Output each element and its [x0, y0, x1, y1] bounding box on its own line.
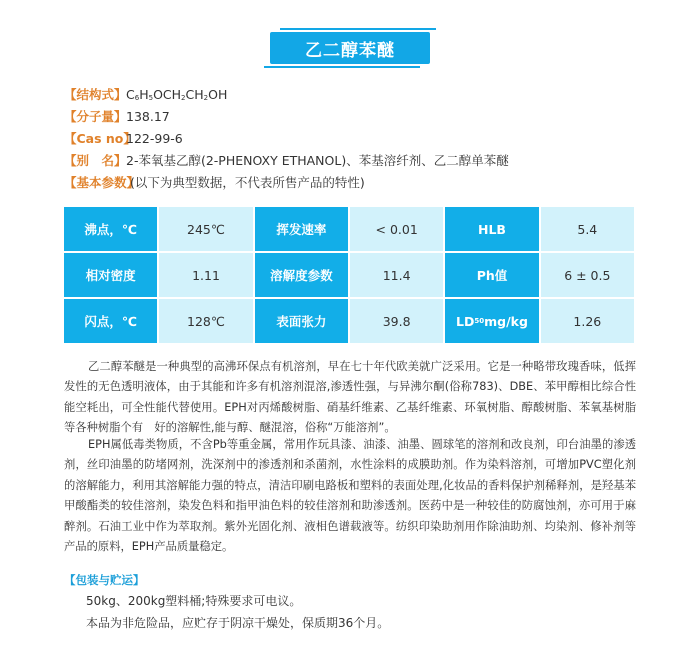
param-label-density: 相对密度 [64, 253, 157, 297]
structure-formula: $C_6H_5OCH_2CH_2OH$ [126, 87, 228, 102]
property-alias [64, 150, 664, 172]
property-label: 【别 名】 [64, 153, 127, 168]
param-label-surface-tension: 表面张力 [255, 299, 348, 343]
param-label-hlb: HLB [445, 207, 538, 251]
param-label-ld50: LD 50 mg/kg [445, 299, 538, 343]
properties-list [64, 84, 664, 194]
property-value: 122-99-6 [126, 131, 183, 146]
property-basic-params [64, 172, 664, 194]
param-value-ld50: 1.26 [541, 299, 634, 343]
param-label-solubility: 溶解度参数 [255, 253, 348, 297]
packaging-line-1: 50kg、200kg塑料桶;特殊要求可电议。 [86, 594, 302, 608]
param-label-ph: Ph值 [445, 253, 538, 297]
property-label: 【Cas no】 [64, 131, 136, 146]
property-label: 【结构式】 [64, 87, 127, 102]
param-value-ph: 6 ± 0.5 [541, 253, 634, 297]
title-decor-line-top [280, 28, 436, 30]
param-value-evaporation-rate: < 0.01 [350, 207, 443, 251]
title-decor-line-bottom [264, 66, 420, 68]
packaging-line-2: 本品为非危险品，应贮存于阴凉干燥处，保质期36个月。 [86, 616, 390, 630]
page-title: 乙二醇苯醚 [270, 32, 430, 64]
property-molecular-weight [64, 106, 664, 128]
param-value-boiling-point: 245℃ [159, 207, 252, 251]
param-value-surface-tension: 39.8 [350, 299, 443, 343]
description-paragraph-1: 乙二醇苯醚是一种典型的高沸环保点有机溶剂，早在七十年代欧美就广泛采用。它是一种略带玫瑰香味，低挥发性的无色透明液体，由于其能和许多有机溶剂混溶,渗透性强，与异沸尔酮(俗称783)、DBE、苯甲醇相比综合性能空耗出，可全性能代替使用。EPH对丙烯酸树脂、硝基纤维素、乙基纤维素、环氧树脂、醇酸树脂、苯氧基树脂等各种树脂个有 好的溶解性,能与醇、醚混溶，俗称“万能溶剂”。 [64, 360, 636, 435]
property-value: 2-苯氧基乙醇(2-PHENOXY ETHANOL)、苯基溶纤剂、乙二醇单苯醚 [126, 153, 509, 168]
param-value-density: 1.11 [159, 253, 252, 297]
param-value-hlb: 5.4 [541, 207, 634, 251]
param-value-flash-point: 128℃ [159, 299, 252, 343]
param-value-solubility: 11.4 [350, 253, 443, 297]
property-value: (以下为典型数据，不代表所售产品的特性) [130, 175, 365, 190]
title-banner [270, 28, 430, 68]
packaging-heading: 【包装与贮运】 [64, 573, 145, 587]
property-structure [64, 84, 664, 106]
property-label: 【基本参数】 [64, 175, 140, 190]
description-paragraph-2: EPH属低毒类物质，不含Pb等重金属，常用作玩具漆、油漆、油墨、圆球笔的溶剂和改良剂，印台油墨的渗透剂，丝印油墨的防堵网剂，洗深剂中的渗透剂和杀菌剂，水性涂料的成膜助剂。作为染料溶剂，可增加PVC塑化剂的溶解能力，利用其溶解能力强的特点，清洁印刷电路板和塑料的表面处理,化妆品的香料保护剂稀释剂，是羟基苯甲酸酯类的较佳溶剂，染发色料和指甲油色料的较佳溶剂和助渗透剂。医药中是一种较佳的防腐蚀剂，亦可用于麻醉剂。石油工业中作为萃取剂。紫外光固化剂、液相色谱载液等。纺织印染助剂用作除油助剂、均染剂、修补剂等产品的原料，EPH产品质量稳定。 [64, 438, 636, 554]
param-label-flash-point: 闪点，℃ [64, 299, 157, 343]
property-cas-no [64, 128, 664, 150]
param-label-boiling-point: 沸点，℃ [64, 207, 157, 251]
param-label-evaporation-rate: 挥发速率 [255, 207, 348, 251]
property-label: 【分子量】 [64, 109, 127, 124]
parameters-table [64, 207, 634, 341]
property-value: 138.17 [126, 109, 170, 124]
